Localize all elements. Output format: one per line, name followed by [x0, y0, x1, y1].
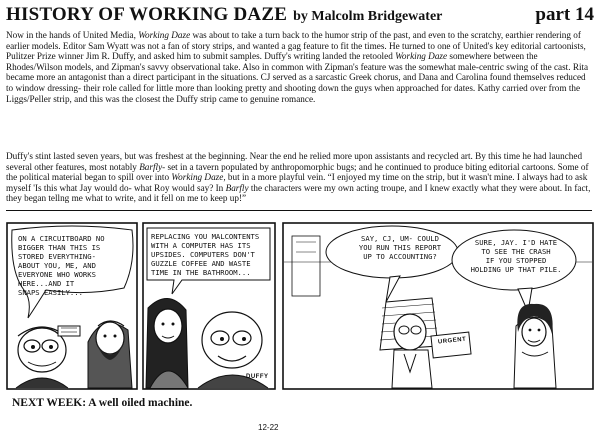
panel-2-balloon [151, 232, 275, 277]
panel-3-right-balloon [464, 238, 568, 274]
italic-title: Barfly [139, 161, 163, 172]
italic-title: Barfly [225, 182, 249, 193]
balloon-line: IF YOU STOPPED [485, 256, 547, 265]
text-run: was about to take a turn back to the humor strip of the past, and even to the scratchy, earthier rendering of earlier models. Editor Sam Wyatt was not a fan of story strips, and wanted a gag feature to fit the times. He turned to one of United's key editorial cartoonists, Pulitzer Prize winner Jim R. Duffy, and asked him to submit samples. Duffy's writing landed the retooled [6, 30, 586, 62]
balloon-line: SAY, CJ, UM- COULD [361, 234, 439, 243]
balloon-line: REPLACING YOU MALCONTENTS [151, 232, 260, 241]
text-run: Now in the hands of United Media, [6, 30, 139, 40]
balloon-line: UP TO ACCOUNTING? [363, 252, 437, 261]
article-paragraph-2 [6, 151, 594, 204]
italic-title: Working Daze [138, 30, 191, 40]
italic-title: Working Daze [395, 51, 448, 62]
text-run: - set in a tavern populated by anthropomorphic bugs; and he continued to produce biting editorial cartoons. Some of the political material began to spill over into [6, 161, 589, 183]
balloon-line: TO SEE THE CRASH [481, 247, 551, 256]
balloon-line: WITH A COMPUTER HAS ITS [151, 241, 251, 250]
balloon-line: HOLDING UP THAT PILE. [470, 265, 562, 274]
page-date: 12-22 [258, 423, 279, 432]
balloon-line: EVERYONE WHO WORKS [18, 270, 96, 279]
balloon-line: ABOUT YOU, ME, AND [18, 261, 96, 270]
balloon-line: STORED EVERYTHING- [18, 252, 96, 261]
comic-strip [6, 222, 594, 390]
balloon-line: TIME IN THE BATHROOM... [151, 268, 251, 277]
panel-1-balloon [18, 234, 138, 297]
part-number: part 14 [535, 4, 594, 25]
text-run: , but in a more playful vein. “I enjoyed my time on the strip, but it wasn't mine. I always had to ask myself 'Is this what Jay would do- what Roy would say? In [6, 172, 588, 193]
divider-rule [6, 210, 592, 211]
balloon-line: ON A CIRCUITBOARD NO [18, 234, 105, 243]
balloon-line: GUZZLE COFFEE AND WASTE [151, 259, 251, 268]
balloon-line: YOU RUN THIS REPORT [358, 243, 442, 252]
byline: by Malcolm Bridgewater [293, 9, 443, 24]
page-title: HISTORY OF WORKING DAZE [6, 4, 288, 25]
text-run: somewhere between the Rhodes/Wilson models, and Zipman's savvy observational take. Also in common with Zipman's feature was the somewhat male-centric swing of the cast. Rita became more an antagonist than a direct participant in the situations. CJ served as a sarcastic Greek chorus, and Dana and Carolina found themselves reduced to window dressing- their role called for little more than looking pretty and shooting down the guys when approached for dates. Kathy carried over from the Liggs/Peller strip, and this was the closest the Duffy strip came to genuine romance. [6, 51, 589, 104]
next-week-teaser: NEXT WEEK: A well oiled machine. [12, 397, 193, 409]
header [6, 4, 594, 26]
balloon-line: BIGGER THAN THIS IS [18, 243, 101, 252]
balloon-line: HERE...AND IT [18, 279, 75, 288]
article-paragraph-1 [6, 30, 594, 104]
urgent-label: URGENT [437, 336, 467, 346]
italic-title: Working Daze [171, 172, 224, 183]
text-run: the characters were my own acting troupe, and I knew exactly what they were about. In fact, they began tellng me what to write, and it fell on me to keep up!” [6, 182, 591, 204]
panel-3-left-balloon [350, 234, 450, 261]
balloon-line: SNAPS EASILY... [18, 288, 83, 297]
text-run: Duffy's stint lasted seven years, but was freshest at the beginning. Near the end he relied more upon assistants and recycled art. By this time he had launched several other features, most notably [6, 151, 583, 172]
balloon-line: SURE, JAY. I'D HATE [474, 238, 558, 247]
artist-signature: DUFFY [246, 374, 269, 380]
balloon-line: UPSIDES. COMPUTERS DON'T [151, 250, 255, 259]
